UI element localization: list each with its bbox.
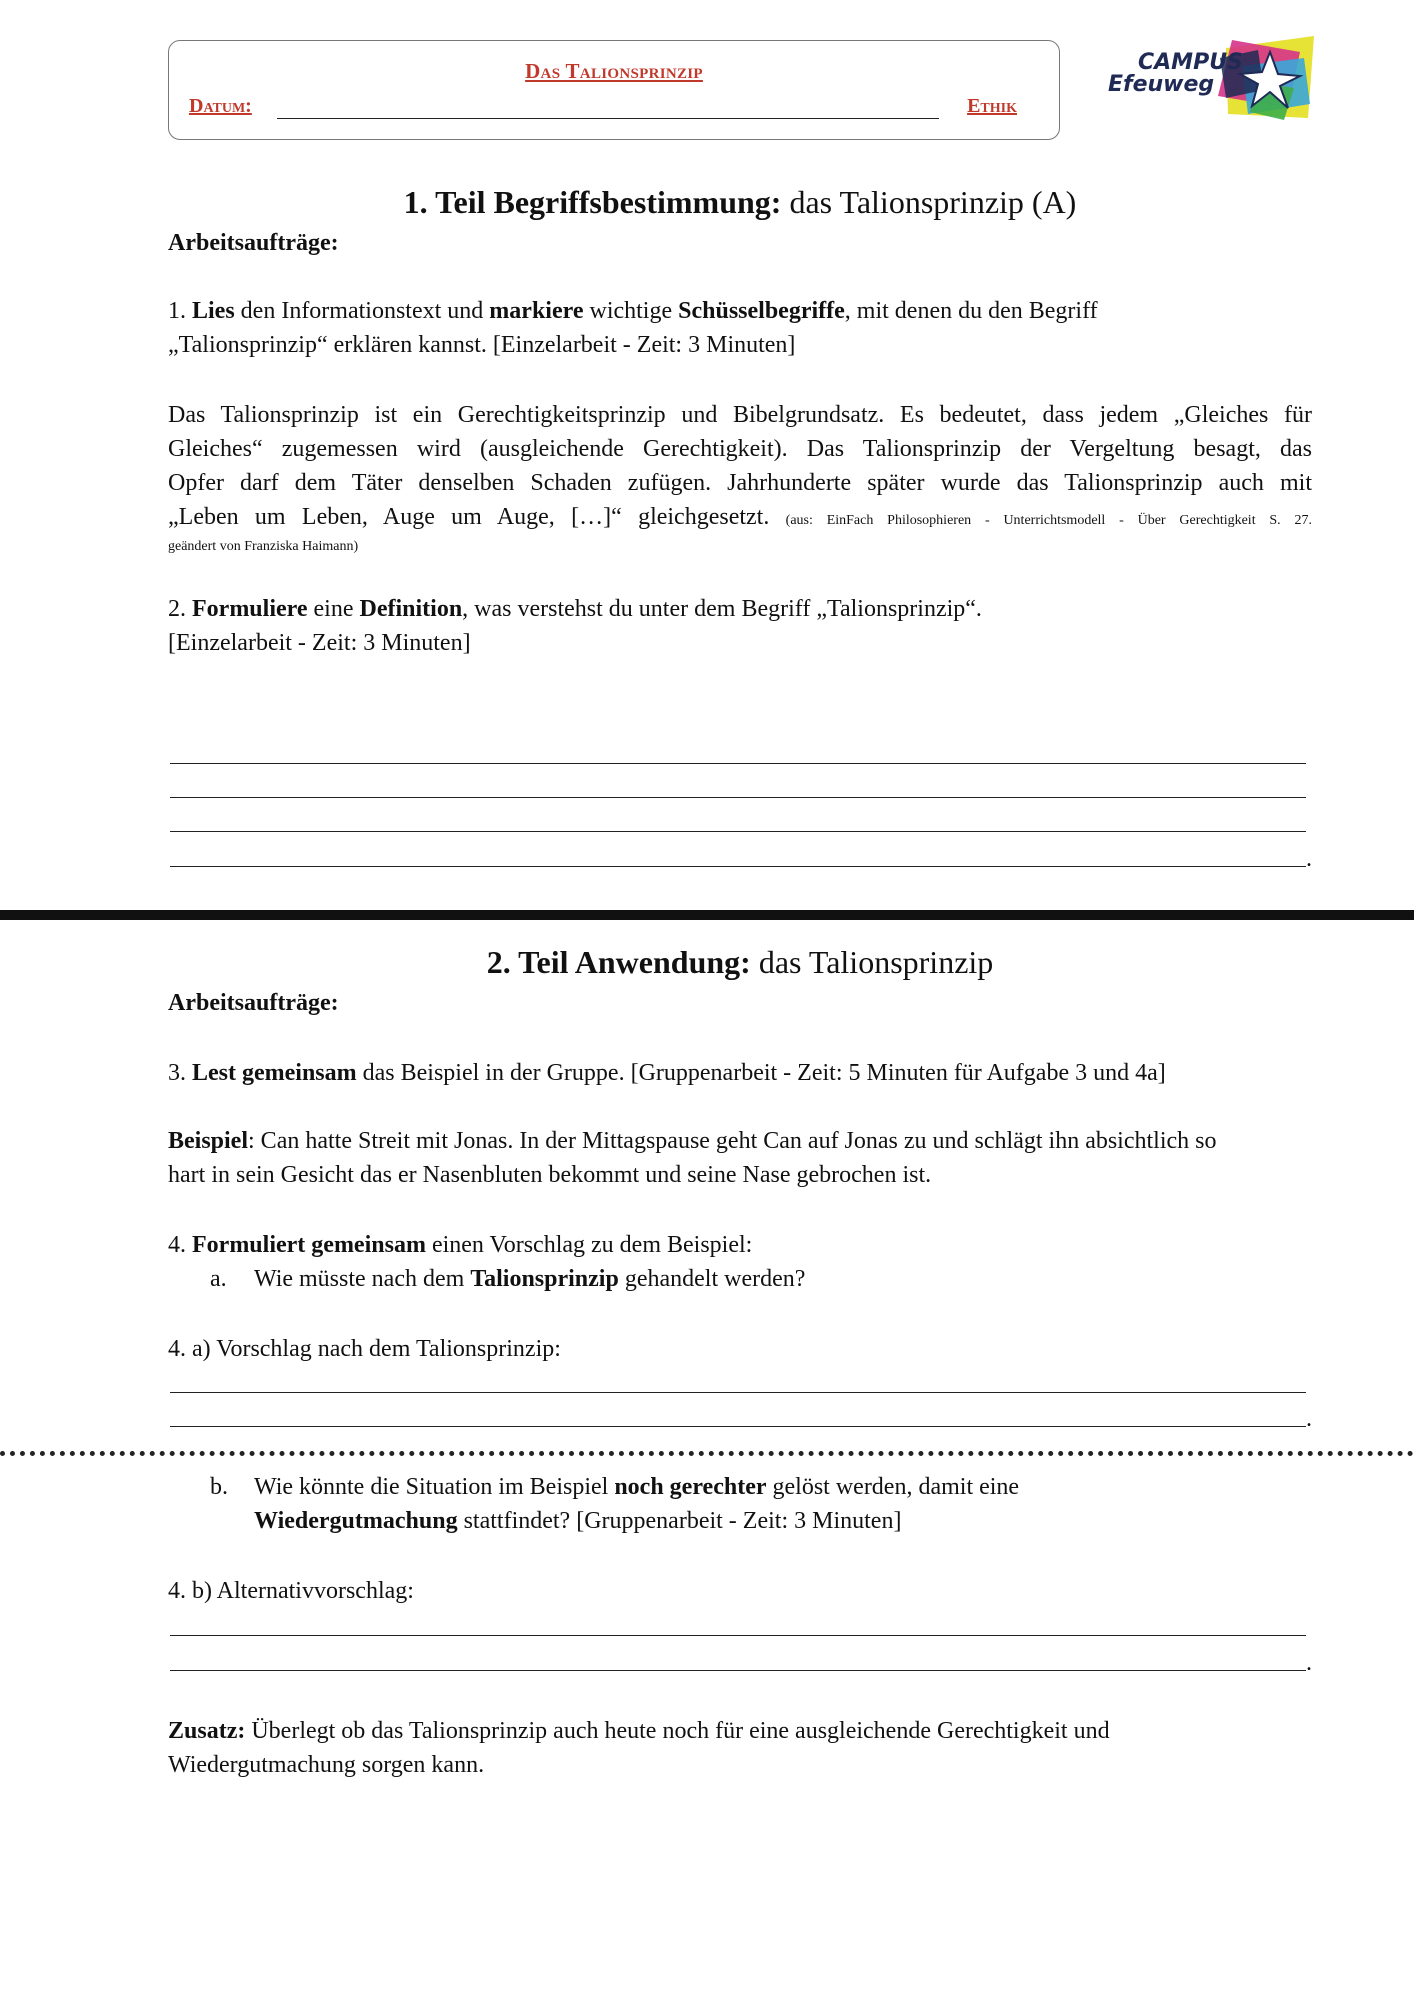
info-line-3: Opfer darf dem Täter denselben Schaden zufügen. Jahrhunderte später wurde das Talionsprinzip auch mit — [168, 470, 1312, 496]
task1-text2: wichtige — [583, 298, 679, 324]
task2-word-formuliere: Formuliere — [192, 596, 308, 622]
info-last-text: „Leben um Leben, Auge um Auge, […]“ gleichgesetzt. — [168, 504, 770, 530]
task1 — [168, 294, 1312, 362]
campus-efeuweg-logo — [1108, 30, 1320, 126]
task4a-marker: a. — [210, 1266, 227, 1292]
task4a-text2: gehandelt werden? — [618, 1266, 806, 1292]
answer-b-end-dot: . — [1306, 1650, 1312, 1676]
task4b-line2 — [254, 1504, 1312, 1538]
part2-tasks-label-text: Arbeitsaufträge: — [168, 990, 339, 1016]
task1-text3: , mit denen du den Begriff — [844, 298, 1098, 324]
task2-text2: , was verstehst du unter dem Begriff „Talionsprinzip“. — [462, 596, 982, 622]
task1-number: 1. — [168, 298, 192, 324]
example-text1: : Can hatte Streit mit Jonas. In der Mittagspause geht Can auf Jonas zu und schlägt ihn absichtlich so — [248, 1128, 1217, 1154]
task1-word-lies: Lies — [192, 298, 235, 324]
task3 — [168, 1056, 1312, 1090]
task4-number: 4. — [168, 1232, 192, 1258]
example — [168, 1124, 1312, 1192]
task4a-text — [254, 1266, 805, 1292]
dotted-divider — [0, 1451, 1414, 1456]
part2-tasks-label — [168, 990, 339, 1017]
task4b-text1: Wie könnte die Situation im Beispiel — [254, 1474, 615, 1500]
task4-word-formuliert-gemeinsam: Formuliert gemeinsam — [192, 1232, 426, 1258]
task4b — [168, 1470, 1312, 1538]
part2-title-bold: 2. Teil Anwendung: — [486, 944, 751, 980]
part1-title-bold: 1. Teil Begriffsbestimmung: — [403, 184, 782, 220]
date-label: Datum: — [189, 95, 252, 117]
zusatz-text1: Überlegt ob das Talionsprinzip auch heute noch für eine ausgleichende Gerechtigkeit und — [245, 1718, 1110, 1744]
example-label: Beispiel — [168, 1128, 249, 1154]
task4b-text2: gelöst werden, damit eine — [766, 1474, 1020, 1500]
task1-line1 — [168, 294, 1312, 328]
zusatz-line1 — [168, 1714, 1312, 1748]
answer-line-3[interactable] — [170, 831, 1306, 832]
part1-title — [168, 184, 1312, 221]
task4b-marker: b. — [210, 1474, 228, 1500]
answer-b-label: 4. b) Alternativvorschlag: — [168, 1578, 414, 1604]
zusatz-label: Zusatz: — [168, 1718, 246, 1744]
answer-line-2[interactable] — [170, 797, 1306, 798]
example-line1 — [168, 1124, 1312, 1158]
task4b-line1 — [168, 1470, 1312, 1504]
task4b-word-wiedergutmachung: Wiedergutmachung — [254, 1508, 458, 1534]
part2-title-rest: das Talionsprinzip — [750, 944, 994, 980]
task1-word-markiere: markiere — [489, 298, 584, 324]
answer-a-line-2[interactable] — [170, 1426, 1306, 1427]
answer-a-end-dot: . — [1306, 1406, 1312, 1432]
task4a — [168, 1262, 1312, 1296]
section-divider — [0, 910, 1414, 920]
answer-end-dot: . — [1306, 846, 1312, 872]
info-line-4 — [168, 500, 1312, 538]
task4b-text3: stattfindet? [Gruppenarbeit - Zeit: 3 Minuten] — [457, 1508, 902, 1534]
part1-title-rest: das Talionsprinzip (A) — [781, 184, 1077, 220]
zusatz-line2: Wiedergutmachung sorgen kann. — [168, 1752, 485, 1778]
page-title: Das Talionsprinzip — [525, 59, 703, 83]
subject-label: Ethik — [967, 95, 1017, 117]
task1-word-schluesselbegriffe: Schüsselbegriffe — [678, 298, 845, 324]
task4b-text — [254, 1474, 1019, 1500]
task2-text1: eine — [307, 596, 360, 622]
task2-number: 2. — [168, 596, 192, 622]
task4a-text1: Wie müsste nach dem — [254, 1266, 471, 1292]
task2-word-definition: Definition — [359, 596, 463, 622]
task4b-word-noch-gerechter: noch gerechter — [614, 1474, 767, 1500]
source-citation-2: geändert von Franziska Haimann) — [168, 539, 359, 554]
part1-tasks-label-text: Arbeitsaufträge: — [168, 230, 339, 256]
task2-line2: [Einzelarbeit - Zeit: 3 Minuten] — [168, 630, 471, 656]
task1-line2: „Talionsprinzip“ erklären kannst. [Einzelarbeit - Zeit: 3 Minuten] — [168, 332, 796, 358]
task4a-word-talionsprinzip: Talionsprinzip — [470, 1266, 619, 1292]
task4-line1 — [168, 1228, 1312, 1262]
source-citation: (aus: EinFach Philosophieren - Unterrichtsmodell - Über Gerechtigkeit S. 27. — [785, 513, 1313, 528]
answer-a-line-1[interactable] — [170, 1392, 1306, 1393]
header-box — [168, 40, 1060, 140]
info-text — [168, 398, 1312, 556]
task3-word-lest-gemeinsam: Lest gemeinsam — [192, 1060, 357, 1086]
zusatz — [168, 1714, 1312, 1782]
date-field-line — [277, 118, 939, 119]
part1-tasks-label — [168, 230, 339, 257]
logo-text-efeuweg: Efeuweg — [1108, 72, 1215, 97]
answer-a-label: 4. a) Vorschlag nach dem Talionsprinzip: — [168, 1336, 561, 1362]
task3-text: das Beispiel in der Gruppe. [Gruppenarbeit - Zeit: 5 Minuten für Aufgabe 3 und 4a] — [356, 1060, 1166, 1086]
task2-line1 — [168, 592, 1312, 626]
answer-b-line-2[interactable] — [170, 1670, 1306, 1671]
task4-text: einen Vorschlag zu dem Beispiel: — [425, 1232, 753, 1258]
answer-line-4[interactable] — [170, 866, 1306, 867]
task1-text1: den Informationstext und — [234, 298, 490, 324]
task2 — [168, 592, 1312, 660]
answer-line-1[interactable] — [170, 763, 1306, 764]
task3-number: 3. — [168, 1060, 192, 1086]
logo-text-campus: CAMPUS — [1138, 50, 1243, 75]
answer-b-line-1[interactable] — [170, 1635, 1306, 1636]
task4 — [168, 1228, 1312, 1296]
example-line2: hart in sein Gesicht das er Nasenbluten bekommt und seine Nase gebrochen ist. — [168, 1162, 932, 1188]
part2-title — [168, 944, 1312, 981]
info-line-1: Das Talionsprinzip ist ein Gerechtigkeitsprinzip und Bibelgrundsatz. Es bedeutet, dass jedem „Gleiches für — [168, 402, 1312, 428]
info-line-2: Gleiches“ zugemessen wird (ausgleichende Gerechtigkeit). Das Talionsprinzip der Vergeltung besagt, das — [168, 436, 1312, 462]
